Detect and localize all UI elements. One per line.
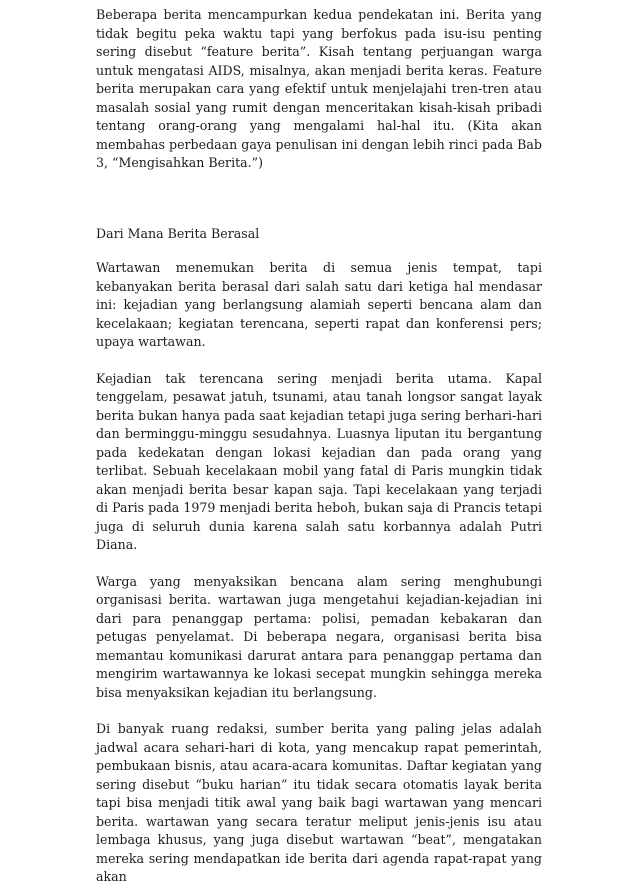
section-heading: Dari Mana Berita Berasal	[96, 225, 260, 241]
spacer	[96, 702, 542, 720]
spacer	[96, 173, 542, 225]
spacer	[96, 352, 542, 370]
body-paragraph: Warga yang menyaksikan bencana alam sering menghubungi organisasi berita. wartawan juga mengetahui kejadian-kejadian ini dari para penanggap pertama: polisi, pemadan kebakaran dan petugas penyelamat. Di beberapa negara, organisasi berita bisa memantau komunikasi darurat antara para penanggap pertama dan mengirim wartawannya ke lokasi secepat mungkin sehingga mereka bisa menyaksikan kejadian itu berlangsung.	[96, 573, 542, 700]
body-paragraph: Wartawan menemukan berita di semua jenis tempat, tapi kebanyakan berita berasal dari salah satu dari ketiga hal mendasar ini: kejadian yang berlangsung alamiah seperti bencana alam dan kecelakaan; kegiatan terencana, seperti rapat dan konferensi pers; upaya wartawan.	[96, 260, 542, 349]
document-body	[96, 6, 542, 887]
body-paragraph: Di banyak ruang redaksi, sumber berita yang paling jelas adalah jadwal acara sehari-hari di kota, yang mencakup rapat pemerintah, pembukaan bisnis, atau acara-acara komunitas. Daftar kegiatan yang sering disebut “buku harian” itu tidak secara otomatis layak berita tapi bisa menjadi titik awal yang baik bagi wartawan yang mencari berita. wartawan yang secara teratur meliput jenis-jenis isu atau lembaga khusus, yang juga disebut wartawan “beat”, mengatakan mereka sering mendapatkan ide berita dari agenda rapat-rapat yang akan	[96, 721, 542, 884]
spacer	[96, 243, 542, 259]
intro-paragraph: Beberapa berita mencampurkan kedua pendekatan ini. Berita yang tidak begitu peka waktu tapi yang berfokus pada isu-isu penting sering disebut “feature berita”. Kisah tentang perjuangan warga untuk mengatasi AIDS, misalnya, akan menjadi berita keras. Feature berita merupakan cara yang efektif untuk menjelajahi tren-tren atau masalah sosial yang rumit dengan menceritakan kisah-kisah pribadi tentang orang-orang yang mengalami hal-hal itu. (Kita akan membahas perbedaan gaya penulisan ini dengan lebih rinci pada Bab 3, “Mengisahkan Berita.”)	[96, 7, 542, 170]
spacer	[96, 555, 542, 573]
body-paragraph: Kejadian tak terencana sering menjadi berita utama. Kapal tenggelam, pesawat jatuh, tsunami, atau tanah longsor sangat layak berita bukan hanya pada saat kejadian tetapi juga sering berhari-hari dan berminggu-minggu sesudahnya. Luasnya liputan itu bergantung pada kedekatan dengan lokasi kejadian dan pada orang yang terlibat. Sebuah kecelakaan mobil yang fatal di Paris mungkin tidak akan menjadi berita besar kapan saja. Tapi kecelakaan yang terjadi di Paris pada 1979 menjadi berita heboh, bukan saja di Prancis tetapi juga di seluruh dunia karena salah satu korbannya adalah Putri Diana.	[96, 370, 542, 552]
